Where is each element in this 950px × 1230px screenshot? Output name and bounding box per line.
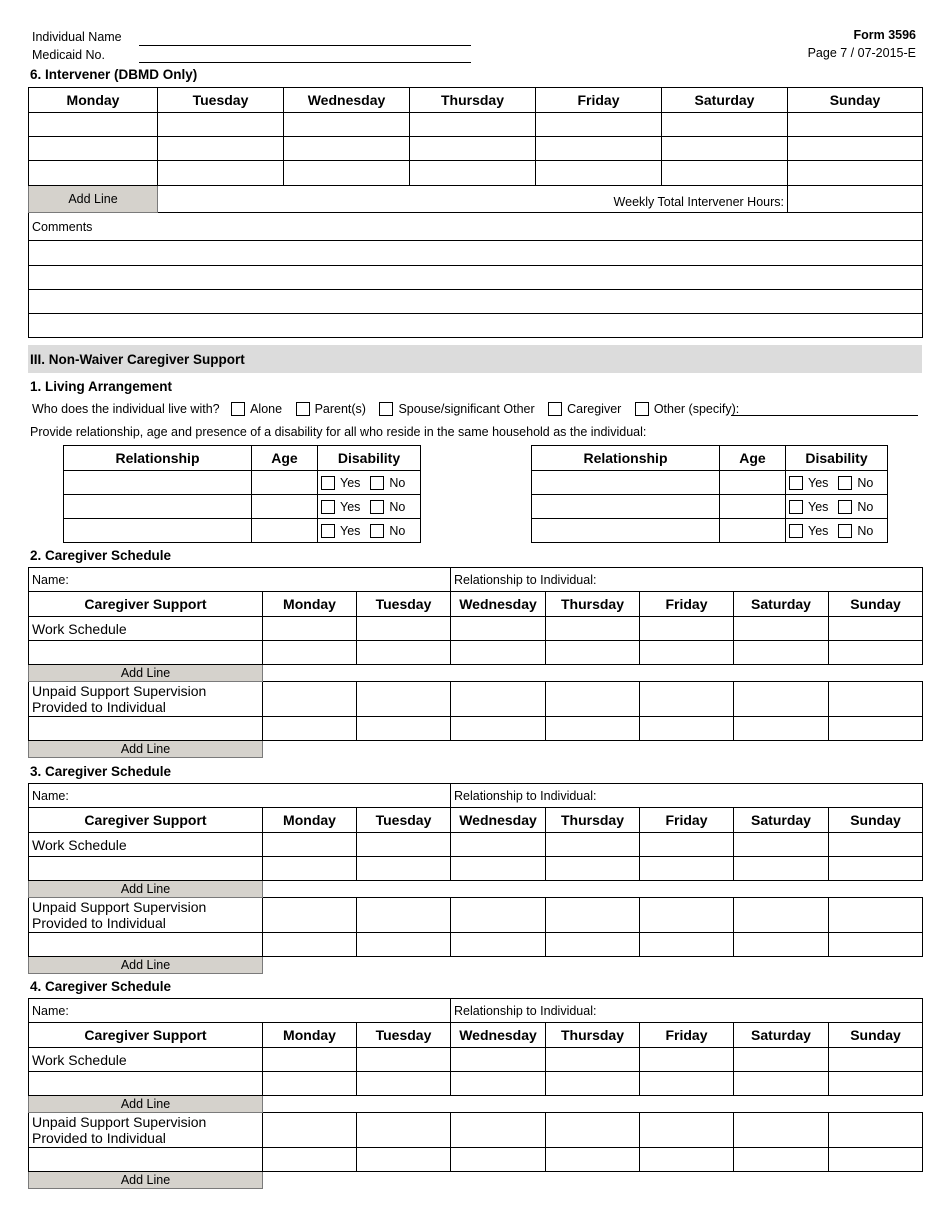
day-header: Thursday [410,88,536,113]
individual-name-field[interactable] [139,45,471,46]
hours-cell[interactable] [357,617,451,641]
table-row [29,113,923,137]
option-label: Caregiver [567,402,622,416]
hours-cell[interactable] [263,857,357,881]
col-header: Age [252,446,318,471]
hours-cell[interactable] [29,933,263,957]
hours-cell[interactable] [263,833,357,857]
hours-cell[interactable] [263,1072,357,1096]
add-line-button[interactable]: Add Line [29,741,263,758]
hours-cell[interactable] [29,137,158,161]
checkbox[interactable] [231,402,245,416]
intervener-title: 6. Intervener (DBMD Only) [30,67,198,82]
hours-cell[interactable] [29,717,263,741]
hours-cell[interactable] [640,717,734,741]
day-header: Saturday [734,592,829,617]
hours-cell[interactable] [662,113,788,137]
hours-cell[interactable] [546,1113,640,1148]
hours-cell[interactable] [640,1148,734,1172]
page-info: Page 7 / 07-2015-E [807,46,916,60]
relationship-field[interactable]: Relationship to Individual: [451,999,923,1023]
day-header: Saturday [734,808,829,833]
age-cell[interactable] [720,495,786,519]
option-label: Alone [250,402,283,416]
table-row [29,717,923,741]
hours-cell[interactable] [829,857,923,881]
hours-cell[interactable] [734,833,829,857]
yes-label: Yes [340,475,361,490]
comment-line[interactable] [29,314,923,338]
hours-cell[interactable] [734,641,829,665]
hours-cell[interactable] [451,1048,546,1072]
hours-cell[interactable] [662,161,788,186]
hours-cell[interactable] [357,898,451,933]
day-header: Sunday [829,592,923,617]
hours-cell[interactable] [451,717,546,741]
option-label: Spouse/significant Other [398,402,535,416]
table-row [532,519,888,543]
hours-cell[interactable] [788,161,923,186]
table-row [29,1048,923,1072]
add-line-button[interactable]: Add Line [29,186,158,213]
hours-cell[interactable] [451,641,546,665]
hours-cell[interactable] [788,113,923,137]
hours-cell[interactable] [640,1113,734,1148]
relationship-cell[interactable] [64,495,252,519]
hours-cell[interactable] [451,682,546,717]
day-header: Thursday [546,1023,640,1048]
hours-cell[interactable] [451,898,546,933]
hours-cell[interactable] [451,833,546,857]
hours-cell[interactable] [734,933,829,957]
hours-cell[interactable] [829,933,923,957]
hours-cell[interactable] [829,1072,923,1096]
hours-cell[interactable] [788,137,923,161]
hours-cell[interactable] [734,682,829,717]
weekly-total-label: Weekly Total Intervener Hours: [158,186,788,213]
day-header: Wednesday [451,1023,546,1048]
hours-cell[interactable] [546,617,640,641]
work-schedule-label: Work Schedule [29,833,263,857]
option-label: Parent(s) [314,402,366,416]
living-question-row [32,402,739,416]
checkbox[interactable] [838,500,852,514]
option-label: Other (specify): [653,402,740,416]
relationship-field[interactable]: Relationship to Individual: [451,568,923,592]
day-header: Saturday [662,88,788,113]
schedule-title: 4. Caregiver Schedule [30,979,172,994]
hours-cell[interactable] [546,857,640,881]
day-header: Sunday [829,1023,923,1048]
hours-cell[interactable] [263,641,357,665]
hours-cell[interactable] [451,933,546,957]
yes-label: Yes [340,523,361,538]
hours-cell[interactable] [410,113,536,137]
hours-cell[interactable] [29,1148,263,1172]
hours-cell[interactable] [451,1148,546,1172]
hours-cell[interactable] [546,641,640,665]
hours-cell[interactable] [284,161,410,186]
hours-cell[interactable] [734,898,829,933]
hours-cell[interactable] [29,857,263,881]
hours-cell[interactable] [829,682,923,717]
section-title: III. Non-Waiver Caregiver Support [30,352,245,367]
day-header: Tuesday [357,592,451,617]
unpaid-support-label: Unpaid Support Supervision Provided to Individual [29,1113,263,1148]
caregiver-schedule-table [28,998,923,1189]
day-header: Wednesday [284,88,410,113]
no-label: No [857,475,874,490]
hours-cell[interactable] [829,898,923,933]
individual-name-label: Individual Name [32,30,122,44]
work-schedule-label: Work Schedule [29,1048,263,1072]
checkbox[interactable] [370,500,384,514]
table-row [64,495,421,519]
hours-cell[interactable] [158,137,284,161]
name-field[interactable]: Name: [29,568,451,592]
day-header: Sunday [829,808,923,833]
table-row [29,137,923,161]
checkbox[interactable] [789,524,803,538]
age-cell[interactable] [252,495,318,519]
yes-label: Yes [808,499,829,514]
hours-cell[interactable] [29,641,263,665]
hours-cell[interactable] [357,933,451,957]
hours-cell[interactable] [357,857,451,881]
hours-cell[interactable] [451,1072,546,1096]
checkbox[interactable] [548,402,562,416]
disability-cell [786,471,888,495]
hours-cell[interactable] [734,1048,829,1072]
name-field[interactable]: Name: [29,999,451,1023]
hours-cell[interactable] [263,717,357,741]
hours-cell[interactable] [734,717,829,741]
hours-cell[interactable] [546,898,640,933]
hours-cell[interactable] [158,113,284,137]
hours-cell[interactable] [734,617,829,641]
table-row [29,1148,923,1172]
day-header: Friday [536,88,662,113]
hours-cell[interactable] [263,933,357,957]
schedule-title: 2. Caregiver Schedule [30,548,172,563]
hours-cell[interactable] [357,717,451,741]
hours-cell[interactable] [284,137,410,161]
hours-cell[interactable] [640,857,734,881]
yes-label: Yes [808,475,829,490]
checkbox[interactable] [370,524,384,538]
table-row [29,1072,923,1096]
age-cell[interactable] [720,519,786,543]
hours-cell[interactable] [263,1048,357,1072]
col-header: Disability [786,446,888,471]
checkbox[interactable] [321,524,335,538]
hours-cell[interactable] [829,1148,923,1172]
hours-cell[interactable] [263,617,357,641]
hours-cell[interactable] [158,161,284,186]
table-row [29,617,923,641]
relationship-cell[interactable] [532,519,720,543]
checkbox[interactable] [321,500,335,514]
hours-cell[interactable] [829,1048,923,1072]
hours-cell[interactable] [829,617,923,641]
add-line-button[interactable]: Add Line [29,1172,263,1189]
relationship-cell[interactable] [64,519,252,543]
relationship-field[interactable]: Relationship to Individual: [451,784,923,808]
hours-cell[interactable] [734,1113,829,1148]
no-label: No [857,499,874,514]
add-line-button[interactable]: Add Line [29,665,263,682]
unpaid-support-label: Unpaid Support Supervision Provided to Individual [29,898,263,933]
table-row [29,833,923,857]
disability-cell [318,519,421,543]
hours-cell[interactable] [829,641,923,665]
hours-cell[interactable] [640,641,734,665]
comment-line[interactable] [29,241,923,266]
day-header: Monday [263,1023,357,1048]
table-row [29,898,923,933]
relationship-cell[interactable] [64,471,252,495]
living-title: 1. Living Arrangement [30,379,173,394]
yes-label: Yes [340,499,361,514]
table-row [29,641,923,665]
hours-cell[interactable] [451,617,546,641]
household-table-left [63,445,421,543]
intervener-table [28,87,923,338]
caregiver-schedule-table [28,567,923,758]
hours-cell[interactable] [734,1148,829,1172]
name-field[interactable]: Name: [29,784,451,808]
hours-cell[interactable] [829,833,923,857]
hours-cell[interactable] [536,113,662,137]
hours-cell[interactable] [357,641,451,665]
day-header: Saturday [734,1023,829,1048]
day-header: Thursday [546,592,640,617]
no-label: No [857,523,874,538]
age-cell[interactable] [252,471,318,495]
col-header: Disability [318,446,421,471]
day-header: Monday [29,88,158,113]
col-header: Relationship [64,446,252,471]
medicaid-label: Medicaid No. [32,48,105,62]
caregiver-schedule-table [28,783,923,974]
comments-label: Comments [29,213,923,241]
add-line-button[interactable]: Add Line [29,1096,263,1113]
table-row [532,495,888,519]
table-row [29,1113,923,1148]
hours-cell[interactable] [263,1148,357,1172]
hours-cell[interactable] [640,1072,734,1096]
hours-cell[interactable] [29,113,158,137]
hours-cell[interactable] [357,682,451,717]
hours-cell[interactable] [546,717,640,741]
table-row [29,682,923,717]
hours-cell[interactable] [29,161,158,186]
hours-cell[interactable] [263,682,357,717]
day-header: Wednesday [451,592,546,617]
hours-cell[interactable] [546,1148,640,1172]
hours-cell[interactable] [546,933,640,957]
hours-cell[interactable] [263,898,357,933]
table-row [29,161,923,186]
unpaid-support-label: Unpaid Support Supervision Provided to Individual [29,682,263,717]
yes-label: Yes [808,523,829,538]
disability-cell [318,495,421,519]
checkbox[interactable] [379,402,393,416]
hours-cell[interactable] [546,833,640,857]
table-row [29,933,923,957]
hours-cell[interactable] [546,1072,640,1096]
hours-cell[interactable] [357,1072,451,1096]
schedule-title: 3. Caregiver Schedule [30,764,172,779]
hours-cell[interactable] [640,1048,734,1072]
add-line-button[interactable]: Add Line [29,957,263,974]
hours-cell[interactable] [536,161,662,186]
day-header: Tuesday [158,88,284,113]
disability-cell [786,495,888,519]
provide-text: Provide relationship, age and presence of a disability for all who reside in the same household as the individual: [30,425,647,439]
table-row [29,857,923,881]
hours-cell[interactable] [451,1113,546,1148]
hours-cell[interactable] [734,857,829,881]
col-header: Age [720,446,786,471]
table-row [64,471,421,495]
checkbox[interactable] [789,476,803,490]
hours-cell[interactable] [640,617,734,641]
checkbox[interactable] [370,476,384,490]
household-table-right [531,445,888,543]
disability-cell [786,519,888,543]
hours-cell[interactable] [546,682,640,717]
hours-cell[interactable] [640,682,734,717]
checkbox[interactable] [296,402,310,416]
weekly-total-field[interactable] [788,186,923,213]
hours-cell[interactable] [284,113,410,137]
hours-cell[interactable] [357,1148,451,1172]
hours-cell[interactable] [451,857,546,881]
no-label: No [389,523,406,538]
day-header: Tuesday [357,1023,451,1048]
hours-cell[interactable] [536,137,662,161]
checkbox[interactable] [838,476,852,490]
medicaid-field[interactable] [139,62,471,63]
age-cell[interactable] [720,471,786,495]
age-cell[interactable] [252,519,318,543]
hours-cell[interactable] [734,1072,829,1096]
comment-line[interactable] [29,290,923,314]
form-number: Form 3596 [853,28,916,42]
day-header: Thursday [546,808,640,833]
checkbox[interactable] [321,476,335,490]
hours-cell[interactable] [829,1113,923,1148]
hours-cell[interactable] [357,833,451,857]
hours-cell[interactable] [640,898,734,933]
col-header: Relationship [532,446,720,471]
table-row [64,519,421,543]
caregiver-support-header: Caregiver Support [29,808,263,833]
hours-cell[interactable] [29,1072,263,1096]
hours-cell[interactable] [640,933,734,957]
other-specify-field[interactable] [731,415,918,416]
day-header: Friday [640,1023,734,1048]
hours-cell[interactable] [829,717,923,741]
hours-cell[interactable] [357,1048,451,1072]
caregiver-support-header: Caregiver Support [29,592,263,617]
checkbox[interactable] [635,402,649,416]
day-header: Monday [263,808,357,833]
relationship-cell[interactable] [532,471,720,495]
day-header: Sunday [788,88,923,113]
checkbox[interactable] [838,524,852,538]
hours-cell[interactable] [410,137,536,161]
hours-cell[interactable] [357,1113,451,1148]
work-schedule-label: Work Schedule [29,617,263,641]
hours-cell[interactable] [640,833,734,857]
hours-cell[interactable] [662,137,788,161]
day-header: Friday [640,808,734,833]
day-header: Tuesday [357,808,451,833]
caregiver-support-header: Caregiver Support [29,1023,263,1048]
comment-line[interactable] [29,266,923,290]
table-row [532,471,888,495]
living-question: Who does the individual live with? [32,402,220,416]
day-header: Monday [263,592,357,617]
checkbox[interactable] [789,500,803,514]
hours-cell[interactable] [546,1048,640,1072]
hours-cell[interactable] [410,161,536,186]
hours-cell[interactable] [263,1113,357,1148]
day-header: Friday [640,592,734,617]
relationship-cell[interactable] [532,495,720,519]
disability-cell [318,471,421,495]
no-label: No [389,475,406,490]
day-header: Wednesday [451,808,546,833]
no-label: No [389,499,406,514]
add-line-button[interactable]: Add Line [29,881,263,898]
